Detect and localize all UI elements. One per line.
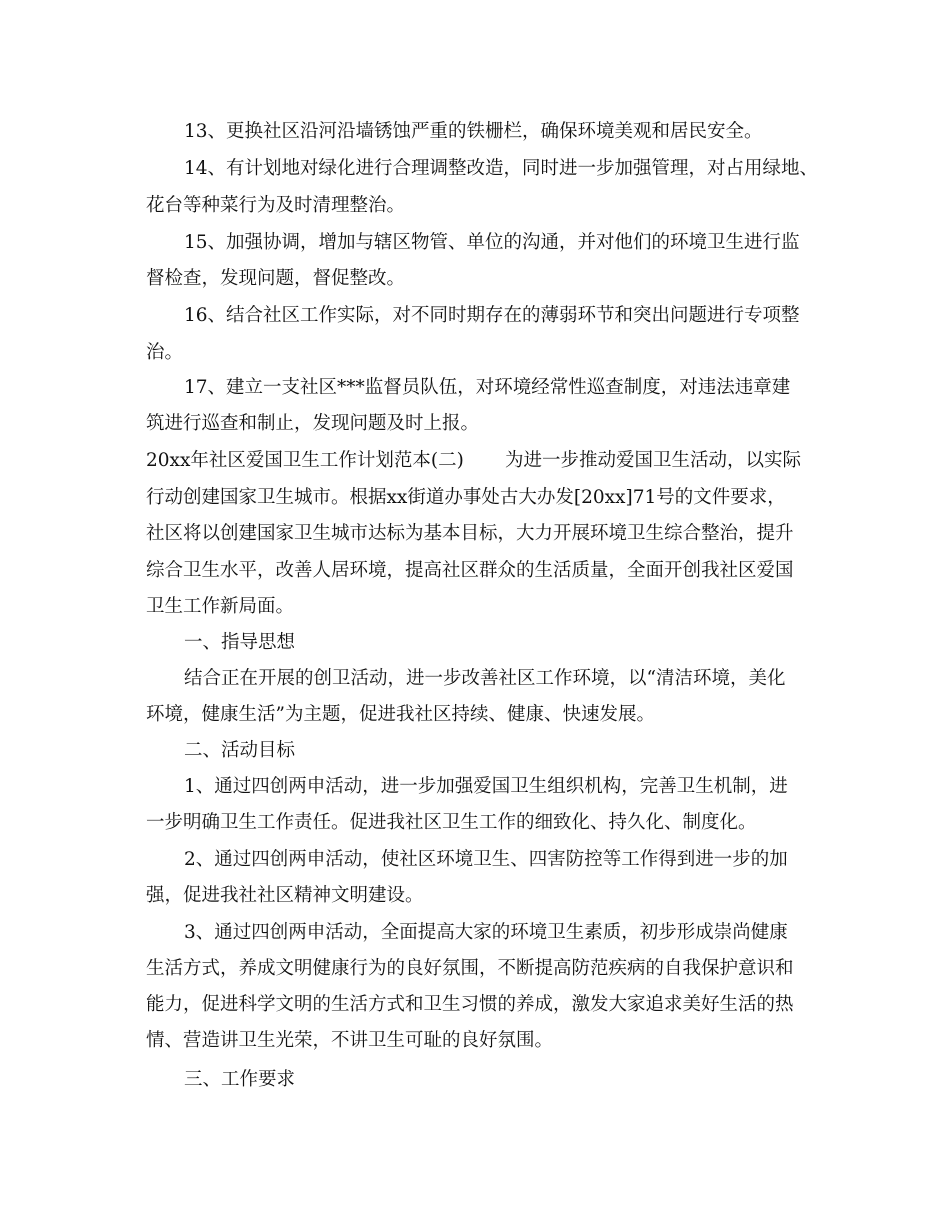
section-heading: 三、工作要求 bbox=[184, 1069, 296, 1090]
text-line: 强，促进我社社区精神文明建设。 bbox=[146, 885, 424, 906]
text-line: 17、建立一支社区***监督员队伍，对环境经常性巡查制度，对违法违章建 bbox=[184, 377, 791, 398]
text-line: 督检查，发现问题，督促整改。 bbox=[146, 268, 406, 289]
text-line: 治。 bbox=[146, 342, 184, 363]
text-line: 情、营造讲卫生光荣，不讲卫生可耻的良好氛围。 bbox=[146, 1030, 554, 1051]
text-line: 15、加强协调，增加与辖区物管、单位的沟通，并对他们的环境卫生进行监 bbox=[184, 232, 800, 253]
text-line: 行动创建国家卫生城市。根据xx街道办事处古大办发[20xx]71号的文件要求， bbox=[146, 487, 786, 508]
text-line: 环境，健康生活”为主题，促进我社区持续、健康、快速发展。 bbox=[146, 704, 655, 725]
section-heading: 一、指导思想 bbox=[184, 632, 296, 653]
text-line: 1、通过四创两申活动，进一步加强爱国卫生组织机构，完善卫生机制，进 bbox=[184, 776, 788, 797]
text-line: 花台等种菜行为及时清理整治。 bbox=[146, 195, 406, 216]
text-line: 20xx年社区爱国卫生工作计划范本(二) 为进一步推动爱国卫生活动，以实际 bbox=[146, 450, 802, 471]
text-line: 综合卫生水平，改善人居环境，提高社区群众的生活质量，全面开创我社区爱国 bbox=[146, 560, 794, 581]
text-line: 结合正在开展的创卫活动，进一步改善社区工作环境，以“清洁环境，美化 bbox=[184, 668, 786, 689]
text-line: 2、通过四创两申活动，使社区环境卫生、四害防控等工作得到进一步的加 bbox=[184, 849, 788, 870]
text-line: 3、通过四创两申活动，全面提高大家的环境卫生素质，初步形成崇尚健康 bbox=[184, 922, 788, 943]
text-line: 14、有计划地对绿化进行合理调整改造，同时进一步加强管理，对占用绿地、 bbox=[184, 158, 819, 179]
text-line: 16、结合社区工作实际，对不同时期存在的薄弱环节和突出问题进行专项整 bbox=[184, 305, 800, 326]
text-line: 生活方式，养成文明健康行为的良好氛围，不断提高防范疾病的自我保护意识和 bbox=[146, 958, 794, 979]
text-line: 筑进行巡查和制止，发现问题及时上报。 bbox=[146, 413, 480, 434]
text-line: 一步明确卫生工作责任。促进我社区卫生工作的细致化、持久化、制度化。 bbox=[146, 812, 757, 833]
text-line: 卫生工作新局面。 bbox=[146, 596, 295, 617]
section-heading: 二、活动目标 bbox=[184, 740, 296, 761]
text-line: 社区将以创建国家卫生城市达标为基本目标，大力开展环境卫生综合整治，提升 bbox=[146, 523, 794, 544]
text-line: 13、更换社区沿河沿墙锈蚀严重的铁栅栏，确保环境美观和居民安全。 bbox=[184, 121, 763, 142]
text-line: 能力，促进科学文明的生活方式和卫生习惯的养成，激发大家追求美好生活的热 bbox=[146, 994, 794, 1015]
